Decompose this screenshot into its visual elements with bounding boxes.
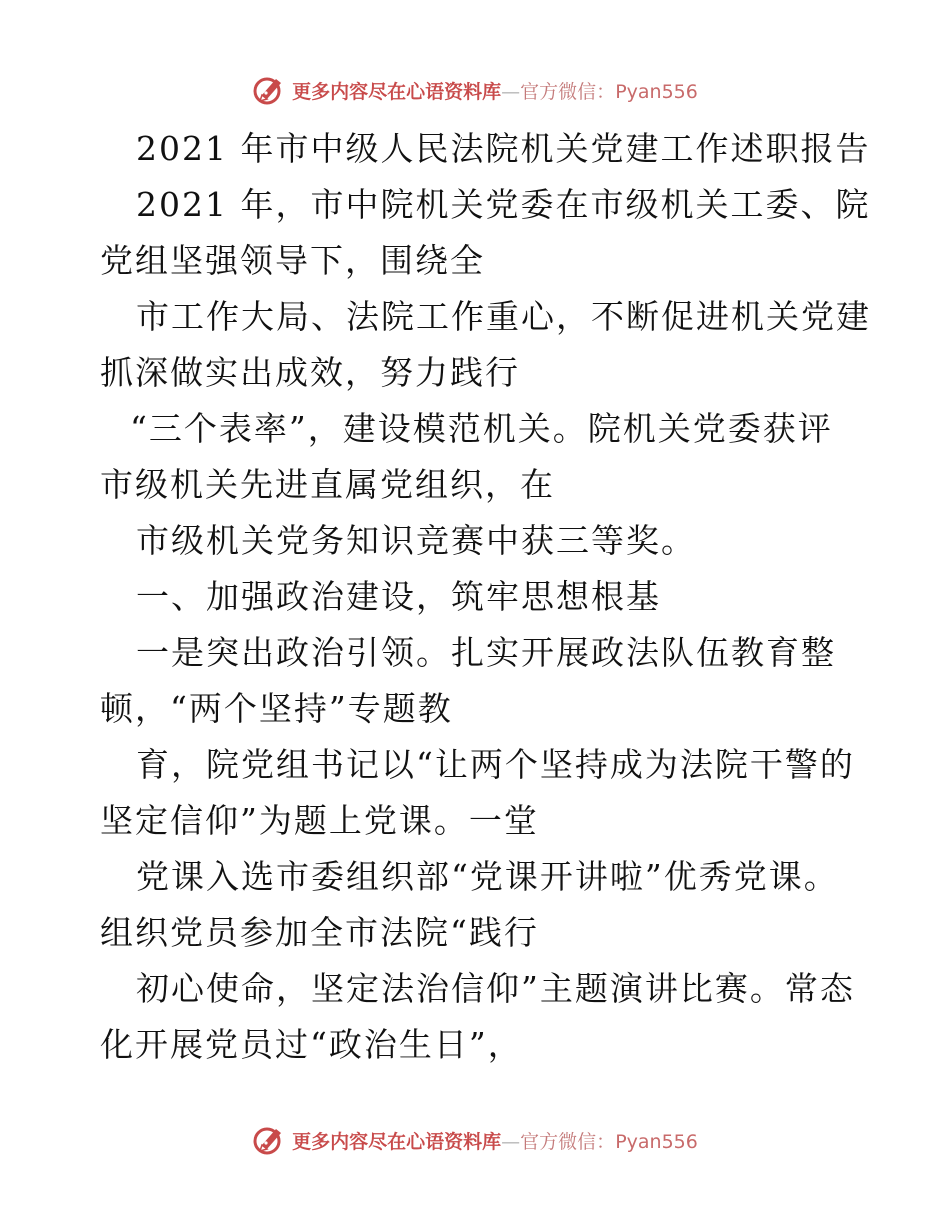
paragraph-line: 初心使命，坚定法治信仰”主题演讲比赛。常态 <box>136 969 855 1008</box>
paragraph-line: 2021 年，市中院机关党委在市级机关工委、院 <box>136 185 871 224</box>
pen-nib-logo-icon <box>252 1123 286 1157</box>
paragraph-line: 坚定信仰”为题上党课。一堂 <box>100 801 539 840</box>
paragraph-line: 市工作大局、法院工作重心，不断促进机关党建 <box>136 297 871 336</box>
paragraph-line: 党课入选市委组织部“党课开讲啦”优秀党课。 <box>136 857 839 896</box>
header-watermark-banner <box>0 70 950 110</box>
section-heading: 一、加强政治建设，筑牢思想根基 <box>136 577 661 616</box>
watermark-text: 更多内容尽在心语资料库—官方微信：Pyan556 <box>292 80 698 103</box>
paragraph-line: 党组坚强领导下，围绕全 <box>100 241 485 280</box>
paragraph-line: 育，院党组书记以“让两个坚持成为法院干警的 <box>136 745 855 784</box>
paragraph-line: 化开展党员过“政治生日”， <box>100 1025 523 1064</box>
paragraph-line: 顿，“两个坚持”专题教 <box>100 689 453 728</box>
paragraph-line: 市级机关党务知识竞赛中获三等奖。 <box>136 521 696 560</box>
document-body <box>100 121 871 1073</box>
footer-watermark-banner <box>0 1120 950 1160</box>
paragraph-line: 市级机关先进直属党组织，在 <box>100 465 555 504</box>
paragraph-line: 一是突出政治引领。扎实开展政法队伍教育整 <box>136 633 836 672</box>
paragraph-line: “三个表率”，建设模范机关。院机关党委获评 <box>130 409 833 448</box>
pen-nib-logo-icon <box>252 73 286 107</box>
document-title: 2021 年市中级人民法院机关党建工作述职报告 <box>136 129 871 168</box>
paragraph-line: 抓深做实出成效，努力践行 <box>100 353 520 392</box>
watermark-text: 更多内容尽在心语资料库—官方微信：Pyan556 <box>292 1130 698 1153</box>
paragraph-line: 组织党员参加全市法院“践行 <box>100 913 539 952</box>
